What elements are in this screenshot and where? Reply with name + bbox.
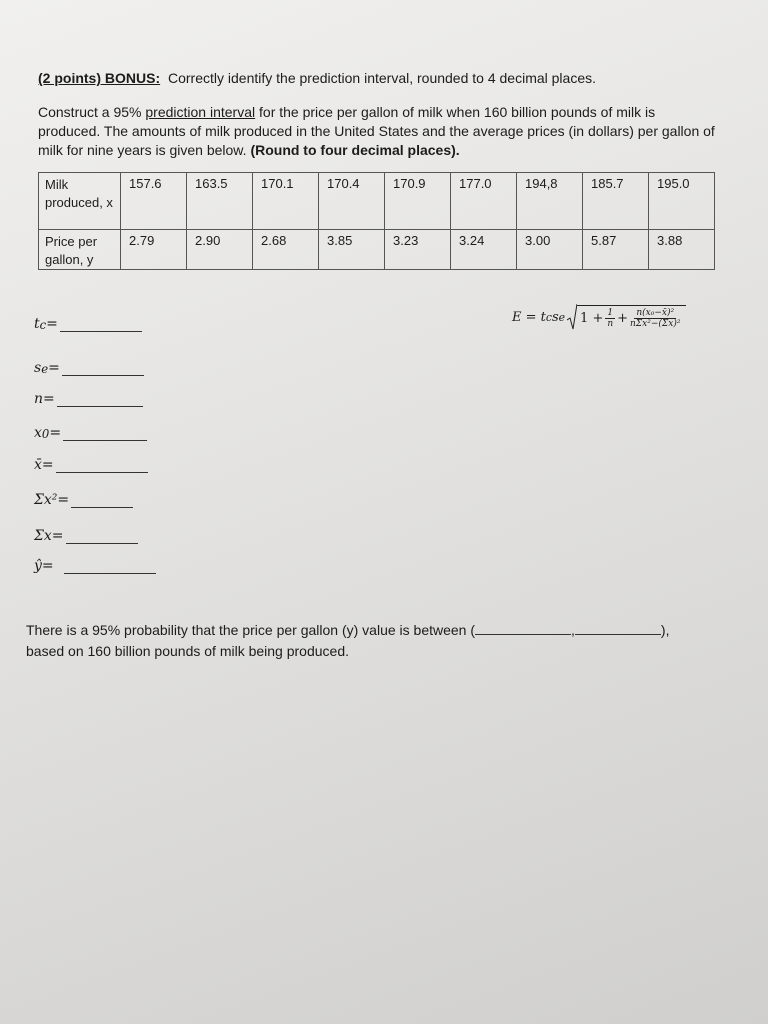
table-row-price	[39, 230, 715, 270]
formula-s: s	[551, 309, 559, 325]
var-eq: =	[46, 316, 58, 332]
table-cell: 163.5	[187, 173, 253, 230]
table-cell: 3.00	[517, 230, 583, 270]
margin-of-error-formula	[512, 304, 686, 330]
conclusion-statement	[26, 620, 746, 662]
table-row-milk	[39, 173, 715, 230]
table-cell: 170.1	[253, 173, 319, 230]
lower-bound-blank[interactable]	[475, 621, 571, 635]
formula-lhs: E = t	[512, 309, 546, 325]
table-cell: 170.9	[385, 173, 451, 230]
formula-one-plus: 1 +	[580, 311, 604, 326]
table-cell: 185.7	[583, 173, 649, 230]
table-cell: 2.68	[253, 230, 319, 270]
x0-answer-line[interactable]	[34, 425, 147, 441]
table-cell: 157.6	[121, 173, 187, 230]
answer-blank[interactable]	[57, 393, 143, 407]
conclusion-part2: ),	[660, 622, 670, 638]
row-header-price: Price per gallon, y	[39, 230, 121, 270]
table-cell: 5.87	[583, 230, 649, 270]
table-cell: 3.24	[451, 230, 517, 270]
table-cell: 170.4	[319, 173, 385, 230]
radical-sign-icon	[567, 304, 577, 330]
answer-blank[interactable]	[60, 318, 142, 332]
answer-blank[interactable]	[63, 427, 147, 441]
var-sub: e	[41, 362, 49, 376]
table-cell: 3.23	[385, 230, 451, 270]
var-eq: =	[49, 425, 62, 441]
var-label: s	[34, 360, 42, 376]
fraction-one-over-n	[605, 308, 615, 329]
formula-lhs-sub: c	[545, 310, 552, 324]
sum-x-answer-line[interactable]	[34, 528, 138, 544]
intro-bold: (Round to four decimal places).	[250, 142, 460, 158]
bonus-text: Correctly identify the prediction interval, rounded to 4 decimal places.	[168, 70, 596, 86]
bonus-heading	[38, 70, 596, 86]
var-eq: =	[43, 391, 55, 407]
intro-part2: for the price per gallon of milk when 160 billion pounds of milk is produced. The amounts of milk produced in the United States and the average prices (in dollars) per gallon of milk for nine years is given below.	[38, 104, 715, 158]
radicand	[577, 305, 686, 329]
problem-statement	[38, 103, 718, 160]
table-cell: 195.0	[649, 173, 715, 230]
n-answer-line[interactable]	[34, 391, 143, 407]
sum-x-squared-answer-line[interactable]	[34, 492, 133, 508]
table-cell: 3.85	[319, 230, 385, 270]
se-answer-line[interactable]	[34, 360, 144, 376]
var-eq: =	[51, 528, 64, 544]
var-label: x	[34, 425, 42, 441]
row-header-milk: Milk produced, x	[39, 173, 121, 230]
square-root	[567, 304, 686, 330]
upper-bound-blank[interactable]	[575, 621, 661, 635]
intro-part1: Construct a 95%	[38, 104, 146, 120]
var-eq: =	[57, 492, 70, 508]
table-cell: 194,8	[517, 173, 583, 230]
tc-answer-line[interactable]	[34, 316, 142, 332]
formula-s-sub: e	[558, 310, 566, 324]
fraction-deviation-term	[630, 308, 680, 329]
conclusion-part3: based on 160 billion pounds of milk being produced.	[26, 643, 350, 659]
frac1-numerator: 1	[607, 308, 614, 318]
xbar-answer-line[interactable]	[34, 457, 148, 473]
table-cell: 2.79	[121, 230, 187, 270]
conclusion-part1: There is a 95% probability that the price per gallon (y) value is between (	[26, 622, 476, 638]
bonus-label: (2 points) BONUS:	[38, 70, 161, 86]
answer-blank[interactable]	[66, 530, 138, 544]
yhat-answer-line[interactable]	[34, 558, 156, 574]
var-label: Σx	[34, 528, 52, 544]
var-eq: =	[41, 558, 54, 574]
var-label: n	[34, 391, 44, 407]
table-cell: 177.0	[451, 173, 517, 230]
frac2-numerator: n(x₀−x̄)²	[636, 308, 675, 318]
var-label: ŷ	[34, 558, 42, 574]
var-eq: =	[48, 360, 60, 376]
answer-blank[interactable]	[62, 362, 144, 376]
answer-blank[interactable]	[56, 459, 148, 473]
var-sub: 0	[41, 427, 50, 441]
frac1-denominator: n	[607, 319, 614, 329]
var-label: Σx²	[34, 492, 58, 508]
formula-plus: +	[617, 311, 628, 326]
data-table	[38, 172, 715, 270]
frac2-denominator: nΣx²−(Σx)²	[629, 319, 681, 329]
intro-underlined: prediction interval	[145, 104, 256, 120]
table-cell: 3.88	[649, 230, 715, 270]
var-eq: =	[41, 457, 54, 473]
var-label: x̄	[34, 457, 42, 473]
var-sub: c	[39, 318, 47, 332]
var-label: t	[34, 316, 40, 332]
conclusion-comma: ,	[571, 622, 575, 638]
answer-blank[interactable]	[64, 560, 156, 574]
answer-blank[interactable]	[71, 494, 133, 508]
table-cell: 2.90	[187, 230, 253, 270]
